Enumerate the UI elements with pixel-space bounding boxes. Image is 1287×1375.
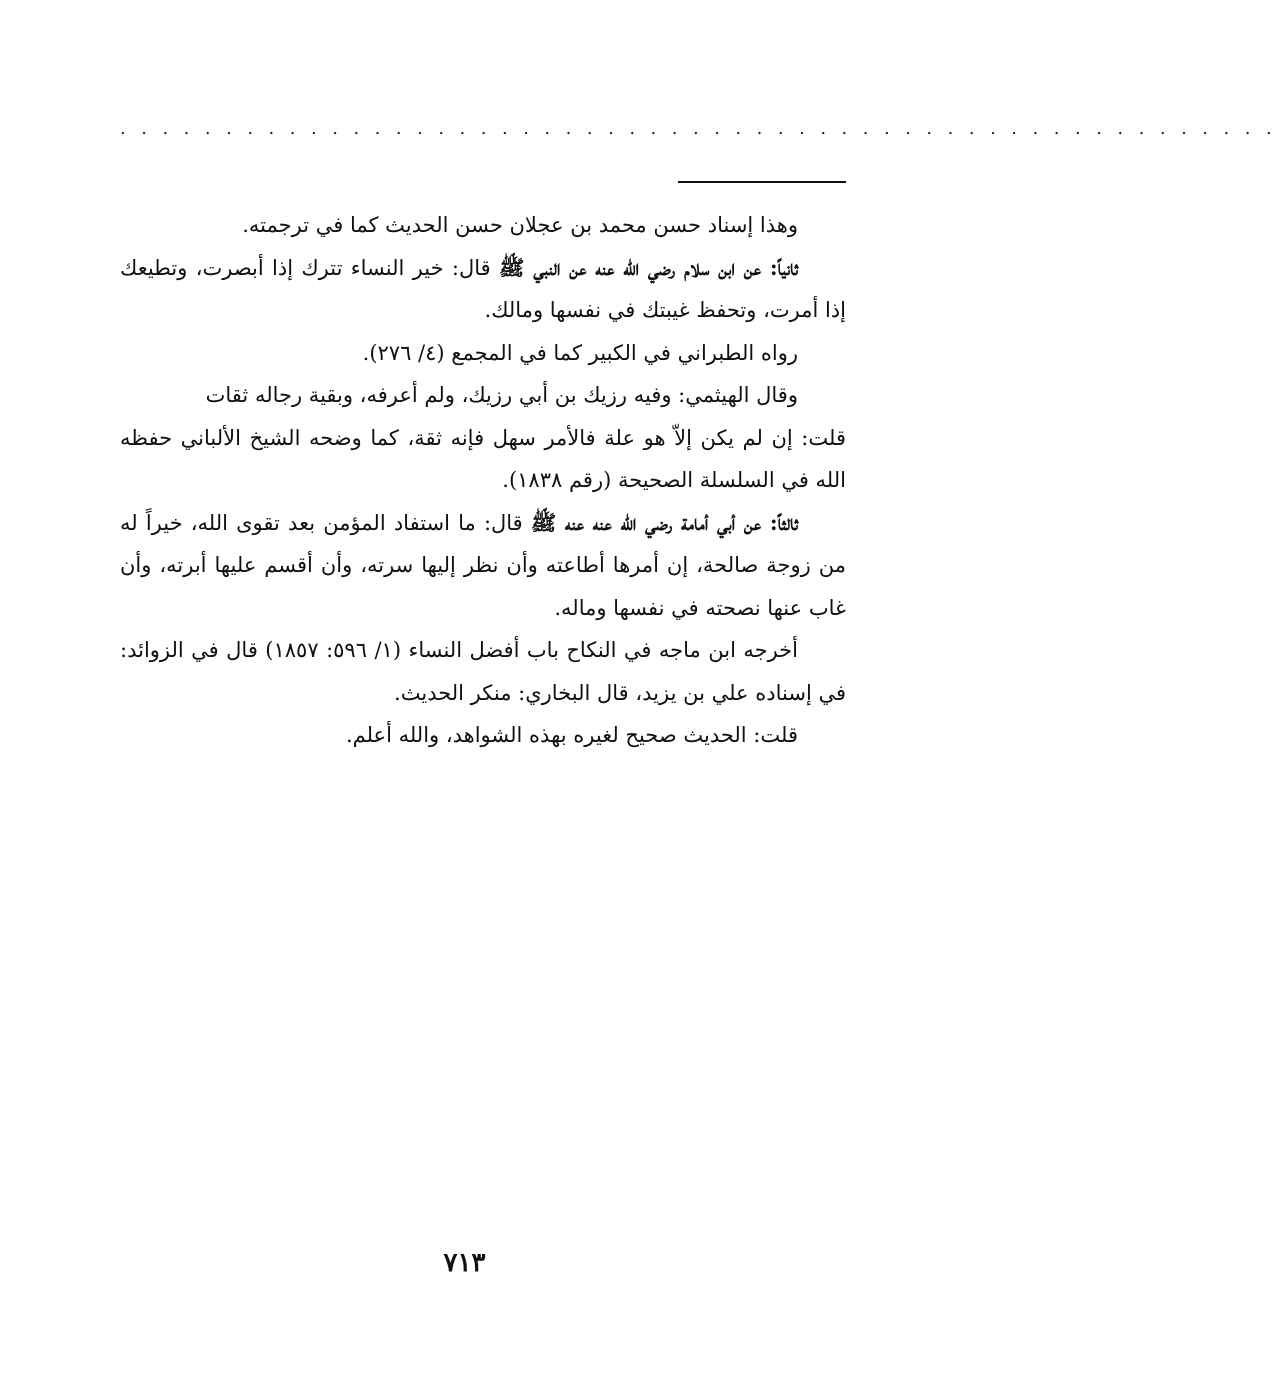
paragraph-text: رواه الطبراني في الكبير كما في المجمع (٤/ ٢٧٦). [362, 340, 798, 365]
page-number: ٧١٣ [443, 1248, 486, 1278]
paragraph-conclusion [120, 714, 846, 757]
paragraph-ibn-majah-citation [120, 629, 846, 714]
paragraph-hadith-abu-umama [120, 502, 846, 630]
paragraph-tabarani-citation [120, 332, 846, 375]
paragraph-isnad-note [120, 204, 846, 247]
paragraph-author-comment [120, 417, 846, 502]
paragraph-text: قال: ما استفاد المؤمن بعد تقوى الله، خيراً له من زوجة صالحة، إن أمرها أطاعته وأن نظر إليها سرته، وأن أقسم عليها أبرته، وأن غاب عنها نصحته في نفسها وماله. [120, 510, 846, 620]
dotted-separator: ....................................................... [120, 118, 1287, 139]
paragraph-haythami-note [120, 374, 846, 417]
paragraph-text: قال: خير النساء تترك إذا أبصرت، وتطيعك إذا أمرت، وتحفظ غيبتك في نفسها ومالك. [120, 255, 846, 322]
paragraph-text: قلت: إن لم يكن إلاّ هو علة فالأمر سهل فإنه ثقة، كما وضحه الشيخ الألباني حفظه الله في السلسلة الصحيحة (رقم ١٨٣٨). [120, 425, 846, 492]
paragraph-text: وقال الهيثمي: وفيه رزيك بن أبي رزيك، ولم أعرفه، وبقية رجاله ثقات [205, 383, 798, 407]
paragraph-text: وهذا إسناد حسن محمد بن عجلان حسن الحديث كما في ترجمته. [242, 213, 798, 237]
paragraph-text: أخرجه ابن ماجه في النكاح باب أفضل النساء (١/ ٥٩٦: ١٨٥٧) قال في الزوائد: في إسناده علي بن يزيد، قال البخاري: منكر الحديث. [120, 638, 846, 705]
paragraph-text: قلت: الحديث صحيح لغيره بهذه الشواهد، والله أعلم. [345, 723, 798, 747]
hadith-heading: ثالثاً: عن أبي أمامة رضي الله عنه عنه ﷺ [530, 509, 798, 535]
page-body [120, 204, 846, 757]
footnote-rule [678, 181, 846, 183]
hadith-heading: ثانياً: عن ابن سلام رضي الله عنه عن النبي ﷺ [498, 254, 799, 280]
paragraph-hadith-ibn-salam [120, 247, 846, 332]
